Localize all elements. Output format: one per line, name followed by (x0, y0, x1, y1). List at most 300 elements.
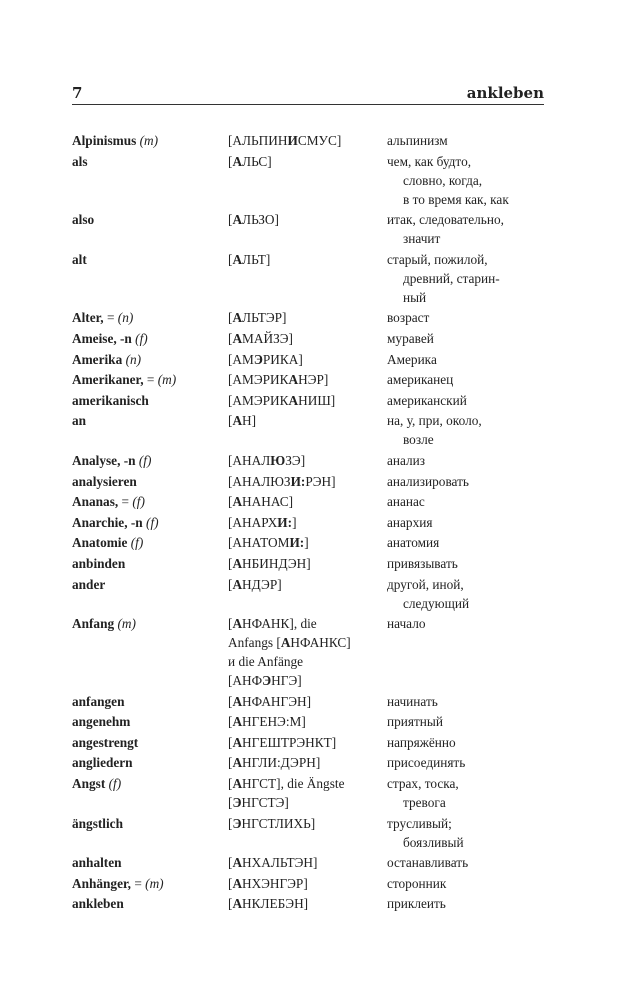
translation-cell (387, 554, 552, 573)
dictionary-entry (72, 350, 552, 369)
transcription-line (228, 652, 387, 671)
headword: als (72, 153, 88, 169)
dictionary-entry (72, 533, 552, 552)
transcription-line (228, 411, 387, 430)
plural-mark: = (106, 310, 115, 326)
transcription-line (228, 894, 387, 913)
stressed-letter: А (232, 776, 243, 792)
headword-cell (72, 152, 228, 209)
dictionary-entry (72, 874, 552, 893)
dictionary-entry (72, 131, 552, 150)
transcription-text: ЛЬС] (242, 153, 272, 169)
headword-cell (72, 350, 228, 369)
transcription-line (228, 853, 387, 872)
headword: Alpinismus (72, 133, 137, 148)
translation-cell (387, 152, 552, 209)
translation-cell (387, 210, 552, 248)
translation-cell (387, 733, 552, 752)
transcription-text: [ (228, 153, 233, 169)
transcription-text: [ (228, 734, 233, 750)
headword: anbinden (72, 555, 126, 571)
headword: Ameise, -n (72, 330, 132, 346)
transcription-cell (228, 774, 387, 812)
transcription-cell (228, 131, 387, 150)
transcription-cell (228, 451, 387, 470)
headword-cell (72, 874, 228, 893)
stressed-letter: Э (232, 795, 242, 811)
headword: analysieren (72, 473, 137, 489)
headword: Anatomie (72, 535, 128, 551)
translation-cell (387, 451, 552, 470)
transcription-line (228, 575, 387, 594)
transcription-line (228, 533, 387, 552)
transcription-line (228, 692, 387, 711)
translation-cell (387, 712, 552, 731)
translation-line: ананас (387, 494, 425, 510)
stressed-letter: И: (289, 535, 305, 551)
transcription-cell (228, 513, 387, 532)
plural-mark: = (121, 494, 130, 510)
translation-line: страх, тоска, (387, 776, 459, 792)
translation-line: анархия (387, 514, 433, 530)
transcription-cell (228, 329, 387, 348)
transcription-text: Anfangs [ (228, 635, 281, 651)
translation-line: на, у, при, около, (387, 413, 482, 429)
translation-cell (387, 350, 552, 369)
headword: ankleben (72, 896, 124, 912)
dictionary-entry (72, 614, 552, 690)
transcription-text: [АНФ (228, 673, 263, 689)
headword-cell (72, 210, 228, 248)
translation-line: ный (403, 289, 427, 305)
stressed-letter: А (232, 734, 243, 750)
transcription-text: [ (228, 714, 233, 730)
gender-label: (m) (117, 616, 136, 632)
transcription-text: [АЛЬПИН (228, 133, 288, 148)
headword-cell (72, 774, 228, 812)
translation-line: напряжённо (387, 734, 456, 750)
dictionary-entry (72, 411, 552, 449)
stressed-letter: А (232, 896, 243, 912)
headword: angliedern (72, 755, 133, 771)
stressed-letter: А (288, 372, 299, 388)
transcription-text: [ (228, 330, 233, 346)
stressed-letter: А (232, 330, 243, 346)
gender-label: (m) (145, 875, 164, 891)
translation-cell (387, 614, 552, 690)
dictionary-entry (72, 391, 552, 410)
headword: anhalten (72, 855, 122, 871)
dictionary-entry (72, 329, 552, 348)
transcription-text: [ (228, 212, 233, 228)
stressed-letter: А (288, 392, 299, 408)
headword-cell (72, 492, 228, 511)
transcription-cell (228, 712, 387, 731)
transcription-line (228, 350, 387, 369)
dictionary-entry (72, 554, 552, 573)
transcription-cell (228, 554, 387, 573)
translation-line: привязывать (387, 555, 458, 571)
dictionary-entry (72, 894, 552, 913)
headword: Angst (72, 776, 106, 792)
translation-cell (387, 131, 552, 150)
translation-cell (387, 853, 552, 872)
dictionary-entry (72, 774, 552, 812)
headword-cell (72, 753, 228, 772)
stressed-letter: И: (277, 514, 293, 530)
transcription-line (228, 472, 387, 491)
transcription-text: [ (228, 576, 233, 592)
translation-line: альпинизм (387, 133, 448, 148)
transcription-text: НГЕНЭ:М] (242, 714, 306, 730)
transcription-text: [ (228, 616, 233, 632)
transcription-text: НФАНК], die (242, 616, 317, 632)
transcription-text: НАНАС] (242, 494, 294, 510)
transcription-line (228, 329, 387, 348)
headword: alt (72, 251, 87, 267)
dictionary-entry (72, 370, 552, 389)
transcription-line (228, 152, 387, 171)
transcription-cell (228, 614, 387, 690)
headword-cell (72, 451, 228, 470)
transcription-text: ЛЬТ] (242, 251, 271, 267)
translation-line: начинать (387, 693, 438, 709)
transcription-text: НХЭНГЭР] (242, 875, 308, 891)
stressed-letter: И (287, 133, 298, 148)
headword-cell (72, 575, 228, 613)
transcription-cell (228, 492, 387, 511)
dictionary-entry (72, 692, 552, 711)
translation-cell (387, 472, 552, 491)
translation-line: приклеить (387, 896, 446, 912)
translation-cell (387, 492, 552, 511)
headword: angenehm (72, 714, 131, 730)
translation-line: Америка (387, 351, 437, 367)
translation-line: анализ (387, 452, 426, 468)
headword-cell (72, 391, 228, 410)
transcription-line (228, 753, 387, 772)
transcription-line (228, 774, 387, 793)
translation-cell (387, 513, 552, 532)
transcription-text: [ (228, 896, 233, 912)
translation-line: муравей (387, 330, 434, 346)
gender-label: (m) (157, 372, 177, 388)
transcription-cell (228, 308, 387, 327)
stressed-letter: А (232, 153, 243, 169)
transcription-text: НДЭР] (242, 576, 282, 592)
translation-line: итак, следовательно, (387, 212, 504, 228)
gender-label: (f) (130, 535, 144, 551)
stressed-letter: А (232, 413, 243, 429)
translation-cell (387, 391, 552, 410)
guide-word: ankleben (466, 84, 544, 102)
headword: an (72, 413, 87, 429)
transcription-line (228, 210, 387, 229)
transcription-line (228, 554, 387, 573)
gender-label: (f) (138, 452, 152, 468)
transcription-line (228, 671, 387, 690)
plural-mark: = (146, 372, 155, 388)
page-number: 7 (72, 84, 83, 102)
stressed-letter: Э (232, 815, 242, 831)
headword: Analyse, -n (72, 452, 136, 468)
headword: Anarchie, -n (72, 514, 143, 530)
headword-cell (72, 411, 228, 449)
transcription-text: [ (228, 755, 233, 771)
stressed-letter: А (232, 555, 243, 571)
transcription-text: НГСТ], die Ängste (242, 776, 345, 792)
transcription-cell (228, 533, 387, 552)
dictionary-entry (72, 308, 552, 327)
transcription-text: ЛЬТЭР] (242, 310, 287, 326)
transcription-text: ] (304, 535, 309, 551)
headword-cell (72, 733, 228, 752)
headword: Anfang (72, 616, 115, 632)
transcription-line (228, 733, 387, 752)
transcription-cell (228, 853, 387, 872)
transcription-line (228, 614, 387, 633)
translation-line: старый, пожилой, (387, 251, 488, 267)
translation-line: возраст (387, 310, 430, 326)
stressed-letter: И: (290, 473, 306, 489)
headword-cell (72, 554, 228, 573)
transcription-cell (228, 250, 387, 307)
translation-line: приятный (387, 714, 443, 730)
transcription-line (228, 370, 387, 389)
dictionary-entry (72, 250, 552, 307)
transcription-line (228, 712, 387, 731)
headword: Alter, (72, 310, 104, 326)
headword-cell (72, 131, 228, 150)
transcription-line (228, 492, 387, 511)
headword: amerikanisch (72, 392, 149, 408)
translation-line: сторонник (387, 875, 447, 891)
translation-line: останавливать (387, 855, 469, 871)
headword: also (72, 212, 95, 228)
transcription-cell (228, 814, 387, 852)
translation-line: присоединять (387, 755, 466, 771)
headword-cell (72, 370, 228, 389)
transcription-text: НКЛЕБЭН] (242, 896, 309, 912)
transcription-text: НФАНКС] (290, 635, 351, 651)
transcription-text: [АМ (228, 351, 254, 367)
headword-cell (72, 250, 228, 307)
translation-cell (387, 692, 552, 711)
stressed-letter: А (232, 875, 243, 891)
translation-line: другой, иной, (387, 576, 464, 592)
headword-cell (72, 692, 228, 711)
translation-line: американский (387, 392, 467, 408)
stressed-letter: А (232, 576, 243, 592)
transcription-text: [ (228, 251, 233, 267)
transcription-cell (228, 733, 387, 752)
transcription-text: [ (228, 875, 233, 891)
dictionary-entry (72, 733, 552, 752)
dictionary-entry (72, 492, 552, 511)
headword: Anhänger, (72, 875, 131, 891)
transcription-line (228, 250, 387, 269)
translation-line: следующий (403, 595, 470, 611)
translation-line: тревога (403, 795, 446, 811)
transcription-cell (228, 874, 387, 893)
headword: Amerika (72, 351, 123, 367)
translation-line: начало (387, 616, 426, 632)
headword-cell (72, 853, 228, 872)
transcription-text: НИШ] (298, 392, 336, 408)
translation-line: трусливый; (387, 815, 452, 831)
headword-cell (72, 533, 228, 552)
headword-cell (72, 329, 228, 348)
stressed-letter: А (232, 855, 243, 871)
transcription-text: НБИНДЭН] (242, 555, 311, 571)
transcription-cell (228, 894, 387, 913)
stressed-letter: А (232, 714, 243, 730)
transcription-text: [ (228, 693, 233, 709)
transcription-text: НЭР] (298, 372, 329, 388)
headword-cell (72, 894, 228, 913)
transcription-text: [АМЭРИК (228, 372, 289, 388)
translation-line: анализировать (387, 473, 469, 489)
transcription-cell (228, 753, 387, 772)
dictionary-entry (72, 451, 552, 470)
headword: ängstlich (72, 815, 123, 831)
transcription-cell (228, 575, 387, 613)
translation-line: значит (403, 231, 441, 247)
transcription-text: [АНАТОМ (228, 535, 290, 551)
dictionary-entry (72, 753, 552, 772)
transcription-line (228, 391, 387, 410)
transcription-text: РИКА] (262, 351, 303, 367)
transcription-cell (228, 692, 387, 711)
transcription-text: ЛЬЗО] (242, 212, 279, 228)
headword-cell (72, 472, 228, 491)
dictionary-entry (72, 513, 552, 532)
transcription-line (228, 633, 387, 652)
transcription-text: [ (228, 855, 233, 871)
transcription-text: НГЕШТРЭНКТ] (242, 734, 337, 750)
transcription-text: [АМЭРИК (228, 392, 289, 408)
translation-cell (387, 329, 552, 348)
transcription-text: НФАНГЭН] (242, 693, 312, 709)
translation-line: анатомия (387, 535, 440, 551)
headword-cell (72, 814, 228, 852)
transcription-line (228, 308, 387, 327)
running-header (72, 82, 544, 105)
gender-label: (f) (132, 494, 145, 510)
stressed-letter: Э (262, 673, 272, 689)
translation-cell (387, 774, 552, 812)
gender-label: (n) (117, 310, 134, 326)
translation-line: возле (403, 432, 434, 448)
gender-label: (f) (108, 776, 122, 792)
transcription-text: [АНАРХ (228, 514, 278, 530)
transcription-cell (228, 152, 387, 209)
translation-cell (387, 370, 552, 389)
transcription-text: и die Anfänge (228, 654, 304, 670)
translation-cell (387, 250, 552, 307)
stressed-letter: Э (253, 351, 263, 367)
transcription-text: [ (228, 310, 233, 326)
translation-line: боязливый (403, 834, 464, 850)
translation-cell (387, 753, 552, 772)
transcription-line (228, 451, 387, 470)
transcription-text: [ (228, 795, 233, 811)
translation-line: в то время как, как (403, 191, 509, 207)
transcription-text: [ (228, 776, 233, 792)
stressed-letter: А (232, 494, 243, 510)
dictionary-entry (72, 575, 552, 613)
transcription-text: Н] (242, 413, 257, 429)
transcription-text: [ (228, 413, 233, 429)
translation-cell (387, 575, 552, 613)
stressed-letter: А (232, 310, 243, 326)
transcription-text: ЗЭ] (285, 452, 306, 468)
headword: Ananas, (72, 494, 119, 510)
translation-cell (387, 533, 552, 552)
translation-line: словно, когда, (403, 172, 483, 188)
headword-cell (72, 614, 228, 690)
transcription-text: [АНАЛ (228, 452, 271, 468)
translation-cell (387, 411, 552, 449)
headword-cell (72, 513, 228, 532)
transcription-text: НГСТЭ] (241, 795, 289, 811)
dictionary-entry (72, 814, 552, 852)
stressed-letter: А (232, 616, 243, 632)
transcription-line (228, 814, 387, 833)
dictionary-entry (72, 152, 552, 209)
transcription-text: НГСТЛИХЬ] (241, 815, 316, 831)
headword: ander (72, 576, 106, 592)
headword: angestrengt (72, 734, 139, 750)
translation-cell (387, 874, 552, 893)
stressed-letter: А (232, 755, 243, 771)
transcription-text: НГЭ] (271, 673, 302, 689)
translation-cell (387, 814, 552, 852)
transcription-cell (228, 472, 387, 491)
transcription-text: [АНАЛЮЗ (228, 473, 291, 489)
dictionary-entry (72, 210, 552, 248)
gender-label: (f) (135, 330, 148, 346)
gender-label: (n) (125, 351, 142, 367)
translation-cell (387, 894, 552, 913)
dictionary-entry (72, 853, 552, 872)
headword-cell (72, 712, 228, 731)
headword: Amerikaner, (72, 372, 144, 388)
transcription-line (228, 131, 387, 150)
transcription-text: МАЙЗЭ] (242, 330, 293, 346)
transcription-line (228, 874, 387, 893)
transcription-line (228, 513, 387, 532)
stressed-letter: А (232, 693, 243, 709)
stressed-letter: А (280, 635, 291, 651)
transcription-text: [ (228, 815, 233, 831)
stressed-letter: А (232, 212, 243, 228)
translation-line: американец (387, 372, 454, 388)
transcription-text: [ (228, 494, 233, 510)
transcription-cell (228, 391, 387, 410)
transcription-line (228, 793, 387, 812)
transcription-text: РЭН] (305, 473, 336, 489)
transcription-text: ] (292, 514, 297, 530)
transcription-cell (228, 350, 387, 369)
transcription-cell (228, 370, 387, 389)
translation-line: чем, как будто, (387, 153, 472, 169)
transcription-text: НХАЛЬТЭН] (242, 855, 318, 871)
transcription-cell (228, 210, 387, 248)
transcription-text: СМУС] (297, 133, 342, 148)
translation-line: древний, старин- (403, 270, 500, 286)
dictionary-entries (72, 131, 552, 915)
